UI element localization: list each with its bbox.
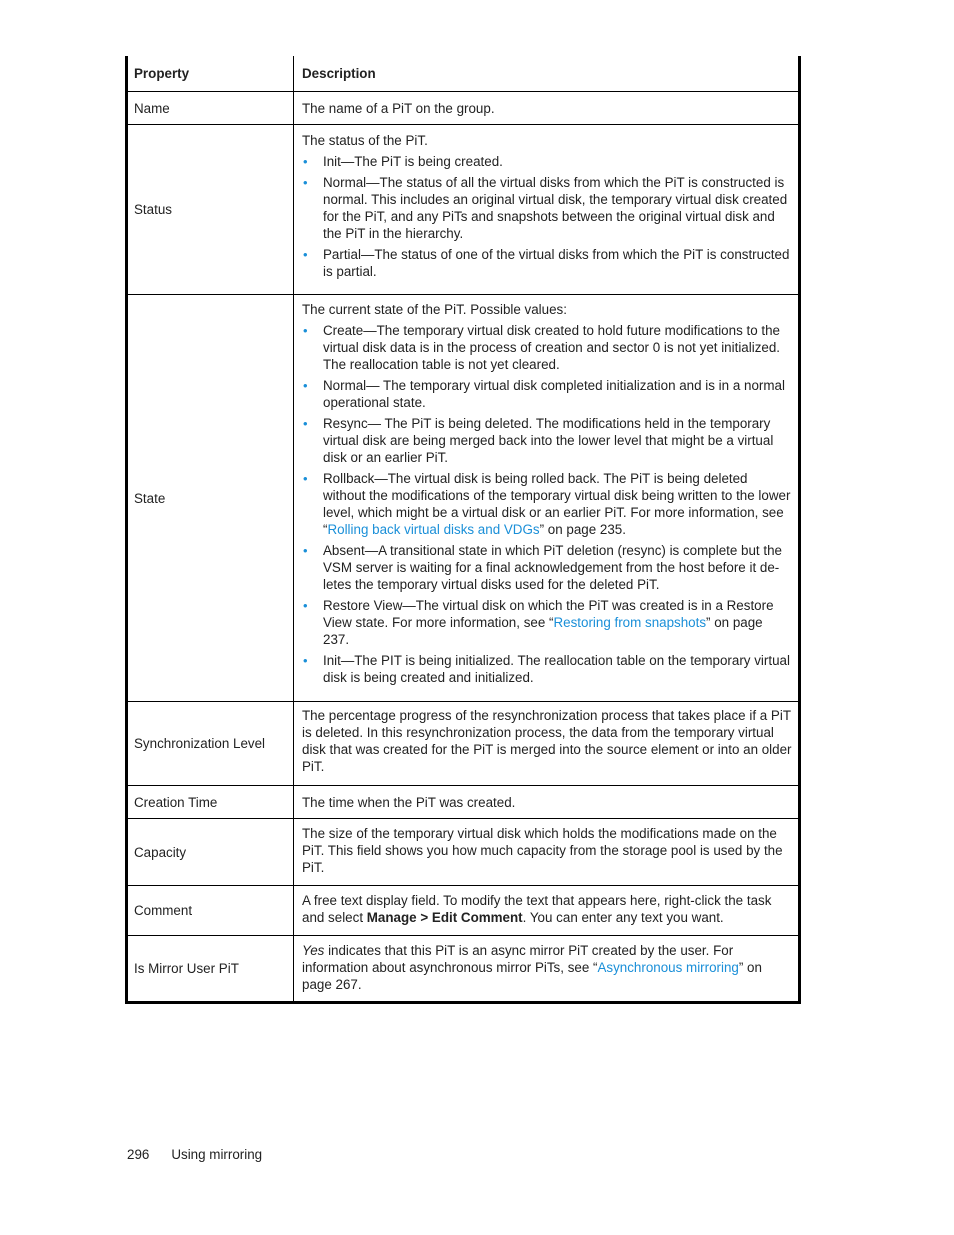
description-cell — [294, 92, 798, 124]
bullet-icon: • — [303, 543, 308, 558]
bullet-list — [302, 322, 792, 686]
table-row-name — [128, 91, 798, 124]
list-item: • Resync— The PiT is being deleted. The modifications held in the temporary virtual disk are being merged back into the lower level that might be a virtual disk or an earlier PiT. — [303, 416, 774, 465]
list-item: • Init—The PiT is being created. — [303, 154, 503, 169]
property-cell: Creation Time — [128, 786, 294, 818]
yes-text: Yes — [302, 943, 325, 958]
restoring-snapshots-link[interactable]: Restoring from snapshots — [553, 615, 707, 630]
page-footer — [127, 1146, 262, 1163]
property-cell: State — [128, 295, 294, 701]
bullet-icon: • — [303, 154, 308, 169]
list-item: • Partial—The status of one of the virtual disks from which the PiT is constructed is partial. — [303, 247, 790, 279]
bullet-icon: • — [303, 598, 308, 613]
bullet-icon: • — [303, 416, 308, 431]
table-header — [128, 56, 798, 91]
description-text: The time when the PiT was created. — [302, 794, 516, 810]
table-row-sync-level — [128, 701, 798, 785]
bullet-icon: • — [303, 175, 308, 190]
table-row-state — [128, 294, 798, 701]
description-text: The size of the temporary virtual disk which holds the modifications made on the PiT. This field shows you how much capacity from the storage pool is used by the PiT. — [302, 826, 783, 875]
property-cell: Capacity — [128, 819, 294, 885]
description-cell: A free text display field. To modify the text that appears here, right-click the task and select Manage > Edit Comment. You can enter any text you want. — [302, 893, 772, 925]
list-item: • Normal— The temporary virtual disk completed initialization and is in a normal operational state. — [303, 378, 785, 410]
bullet-icon: • — [303, 653, 308, 668]
list-item: • Absent—A transitional state in which PiT deletion (resync) is complete but the VSM server is waiting for a final acknowledgement from the host before it de-letes the temporary virtual disks used for the deleted PiT. — [303, 543, 782, 592]
description-text: The percentage progress of the resynchronization process that takes place if a PiT is deleted. In this resynchronization process, the data from the temporary virtual disk that was created for the PiT is merged into the source element or into an older PiT. — [302, 708, 792, 774]
description-cell — [294, 819, 798, 885]
list-item: • Create—The temporary virtual disk created to hold future modifications to the virtual disk data is in the process of creation and sector 0 is not yet initialized. The reallocation table is not yet cleared. — [303, 323, 781, 372]
description-intro: The status of the PiT. — [302, 133, 428, 148]
property-table — [125, 56, 801, 1004]
menu-path-text: Manage > Edit Comment — [366, 910, 523, 925]
property-cell: Synchronization Level — [128, 702, 294, 785]
property-cell: Is Mirror User PiT — [128, 936, 294, 1001]
bullet-icon: • — [303, 323, 308, 338]
property-cell: Name — [128, 92, 294, 124]
async-mirroring-link[interactable]: Asynchronous mirroring — [597, 960, 739, 975]
table-row-mirror-user-pit — [128, 935, 798, 1001]
table-row-capacity — [128, 818, 798, 885]
bullet-icon: • — [303, 247, 308, 262]
header-description: Description — [302, 66, 376, 81]
description-cell — [294, 786, 798, 818]
list-item: • Normal—The status of all the virtual disks from which the PiT is constructed is normal. This includes an original virtual disk, the temporary virtual disk created for the PiT, and any PiTs and snapshots between the original virtual disk and the PiT in the hierarchy. — [303, 175, 788, 241]
header-property: Property — [128, 56, 294, 91]
table-row-comment — [128, 885, 798, 935]
property-cell: Status — [128, 125, 294, 294]
table-row-creation-time — [128, 785, 798, 818]
chapter-title: Using mirroring — [171, 1147, 263, 1162]
table-row-status — [128, 124, 798, 294]
description-cell — [294, 125, 798, 294]
bullet-list — [302, 153, 792, 280]
description-cell — [294, 702, 798, 785]
bullet-icon: • — [303, 378, 308, 393]
property-cell: Comment — [128, 886, 294, 935]
description-intro: The current state of the PiT. Possible values: — [302, 302, 567, 317]
rolling-back-link[interactable]: Rolling back virtual disks and VDGs — [327, 522, 540, 537]
bullet-icon: • — [303, 471, 308, 486]
list-item: • Init—The PIT is being initialized. The reallocation table on the temporary virtual disk is being created and initialized. — [303, 653, 790, 685]
page-number: 296 — [127, 1147, 150, 1162]
list-item: • Restore View—The virtual disk on which the PiT was created is in a Restore View state. For more information, see “Restoring from snapshots” on page 237. — [303, 598, 774, 647]
description-cell — [294, 295, 798, 701]
list-item: • Rollback—The virtual disk is being rolled back. The PiT is being deleted without the modifications of the temporary virtual disk being written to the lower level, which might be a virtual disk or an earlier PiT. For more information, see “Rolling back virtual disks and VDGs” on page 235. — [303, 471, 791, 537]
description-cell: Yes indicates that this PiT is an async mirror PiT created by the user. For information about asynchronous mirror PiTs, see “Asynchronous mirroring” on page 267. — [302, 943, 762, 992]
description-text: The name of a PiT on the group. — [302, 100, 495, 116]
